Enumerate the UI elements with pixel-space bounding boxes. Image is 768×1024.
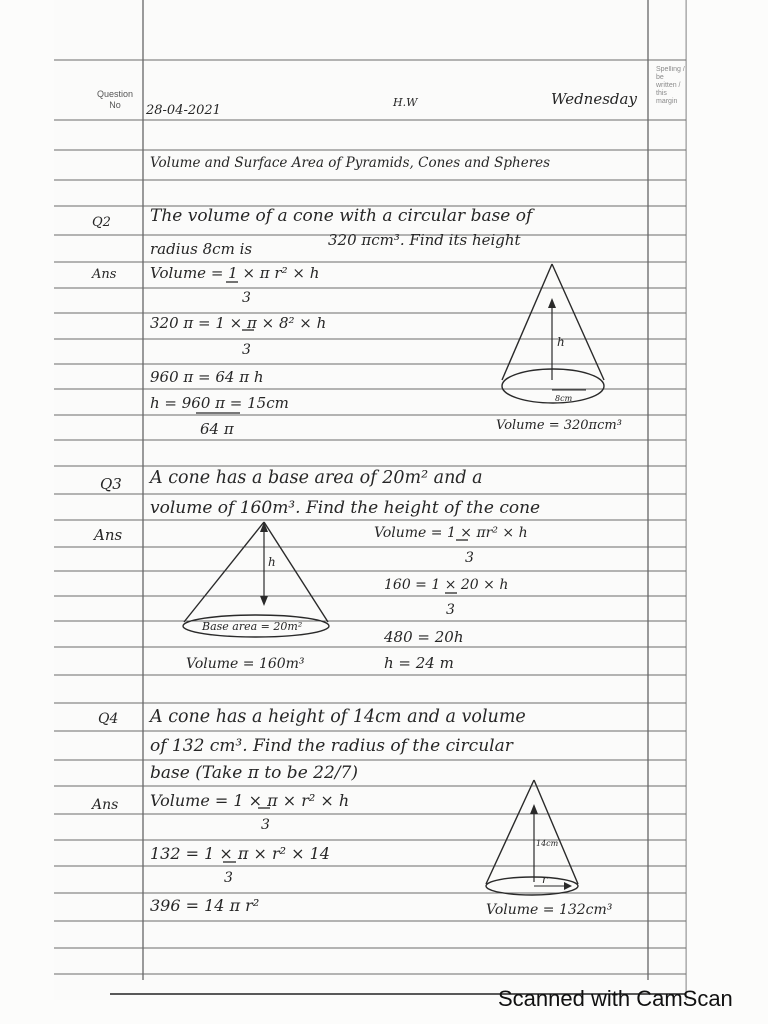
q4-fig-caption: Volume = 132cm³ bbox=[486, 902, 613, 918]
q2-step4-denominator: 64 π bbox=[200, 420, 234, 438]
q3-cone-figure bbox=[178, 520, 338, 644]
q2-step4: h = 960 π = 15cm bbox=[150, 394, 289, 412]
q2-step1-denominator: 3 bbox=[242, 290, 251, 306]
no-label: No bbox=[109, 100, 121, 110]
q2-label: Q2 bbox=[92, 215, 111, 230]
date: 28-04-2021 bbox=[146, 103, 221, 118]
q3-ans-label: Ans bbox=[94, 526, 123, 544]
q2-fig-height: h bbox=[557, 335, 565, 349]
q2-step1: Volume = 1 × π r² × h bbox=[150, 264, 320, 282]
q4-step2: 132 = 1 × π × r² × 14 bbox=[150, 844, 330, 863]
q4-cone-figure bbox=[478, 778, 588, 902]
hw-label: H.W bbox=[393, 96, 418, 109]
q4-fig-radius: r bbox=[542, 873, 548, 886]
q4-step3: 396 = 14 π r² bbox=[150, 896, 260, 915]
q4-step2-denominator: 3 bbox=[224, 870, 233, 886]
q4-fig-height: 14cm bbox=[536, 839, 559, 848]
camscanner-watermark: Scanned with CamScan bbox=[498, 986, 733, 1011]
q4-line2: of 132 cm³. Find the radius of the circular bbox=[150, 736, 513, 756]
q2-cone-figure bbox=[490, 262, 640, 412]
q4-step1-denominator: 3 bbox=[261, 817, 270, 833]
q3-fig-height: h bbox=[268, 555, 276, 569]
q2-step2: 320 π = 1 × π × 8² × h bbox=[150, 314, 327, 332]
q3-step2-denominator: 3 bbox=[446, 602, 455, 618]
q2-line2: radius 8cm is bbox=[150, 240, 253, 258]
q3-line1: A cone has a base area of 20m² and a bbox=[150, 468, 483, 488]
page-title: Volume and Surface Area of Pyramids, Cones and Spheres bbox=[150, 155, 551, 171]
q3-fig-caption: Volume = 160m³ bbox=[186, 656, 305, 672]
q2-step3: 960 π = 64 π h bbox=[150, 368, 264, 386]
q2-fig-caption: Volume = 320πcm³ bbox=[496, 418, 622, 433]
q3-fig-base: Base area = 20m² bbox=[202, 620, 303, 633]
q4-ans-label: Ans bbox=[92, 797, 119, 813]
q2-line1: The volume of a cone with a circular base of bbox=[150, 206, 533, 226]
q3-line2: volume of 160m³. Find the height of the cone bbox=[150, 498, 541, 518]
question-label: Question bbox=[96, 89, 134, 99]
q3-step4: h = 24 m bbox=[384, 654, 454, 672]
q3-step1-denominator: 3 bbox=[465, 550, 474, 566]
q2-value: 320 πcm³. Find its height bbox=[328, 231, 521, 249]
q3-step1: Volume = 1 × πr² × h bbox=[374, 525, 528, 541]
q3-step3: 480 = 20h bbox=[384, 628, 464, 646]
q3-step2: 160 = 1 × 20 × h bbox=[384, 577, 509, 593]
q4-step1: Volume = 1 × π × r² × h bbox=[150, 791, 350, 810]
q2-ans-label: Ans bbox=[92, 267, 117, 282]
q2-fig-radius: 8cm bbox=[555, 394, 573, 403]
q4-label: Q4 bbox=[98, 711, 119, 727]
margin-note: Spelling / be written / this margin bbox=[656, 66, 685, 105]
q3-label: Q3 bbox=[100, 475, 122, 493]
day: Wednesday bbox=[551, 90, 637, 108]
q4-line3: base (Take π to be 22/7) bbox=[150, 763, 358, 783]
q4-line1: A cone has a height of 14cm and a volume bbox=[150, 707, 526, 727]
q2-step2-denominator: 3 bbox=[242, 342, 251, 358]
